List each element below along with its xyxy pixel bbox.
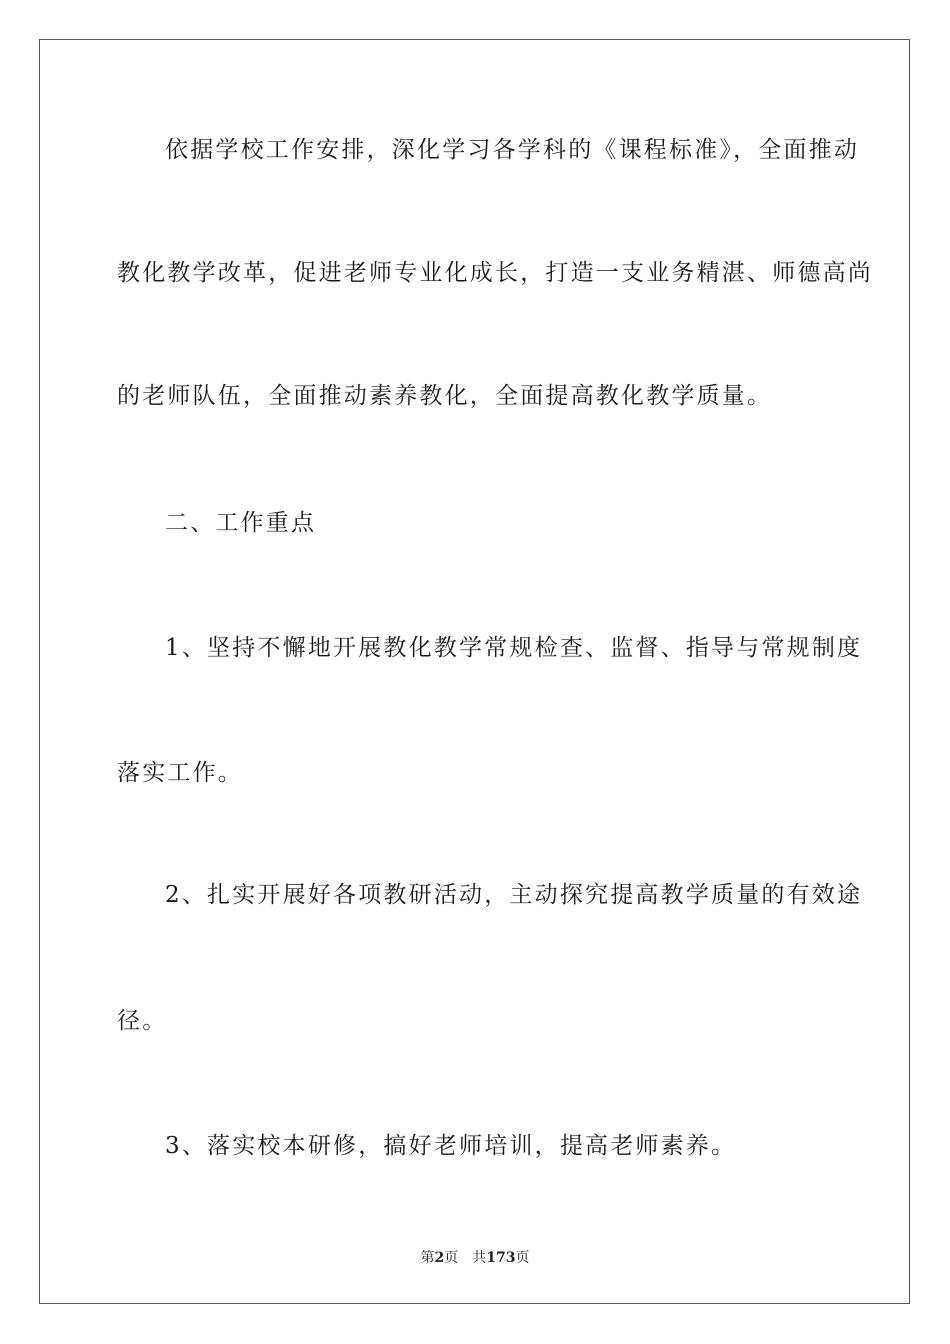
list-item-1-line-2: 落实工作。: [117, 760, 243, 786]
list-item-3: 3、落实校本研修，搞好老师培训，提高老师素养。: [165, 1133, 737, 1159]
paragraph-line-3: 的老师队伍，全面推动素养教化，全面提高教化教学质量。: [117, 383, 773, 409]
page-number: 2: [434, 1250, 445, 1266]
section-heading: 二、工作重点: [165, 510, 317, 536]
paragraph-line-1: 依据学校工作安排，深化学习各学科的《课程标准》，全面推动: [165, 137, 860, 163]
list-item-2-line-2: 径。: [117, 1008, 168, 1034]
page-suffix: 页: [444, 1250, 459, 1266]
total-prefix: 共: [472, 1250, 487, 1266]
page-footer: [0, 1247, 950, 1267]
total-pages: 173: [486, 1250, 516, 1266]
list-item-2-line-1: 2、扎实开展好各项教研活动，主动探究提高教学质量的有效途: [165, 882, 863, 908]
list-item-1-line-1: 1、坚持不懈地开展教化教学常规检查、监督、指导与常规制度: [165, 635, 863, 661]
total-suffix: 页: [515, 1250, 530, 1266]
paragraph-line-2: 教化教学改革，促进老师专业化成长，打造一支业务精湛、师德高尚: [117, 260, 873, 286]
page-prefix: 第: [420, 1250, 435, 1266]
page-border: [39, 39, 910, 1304]
